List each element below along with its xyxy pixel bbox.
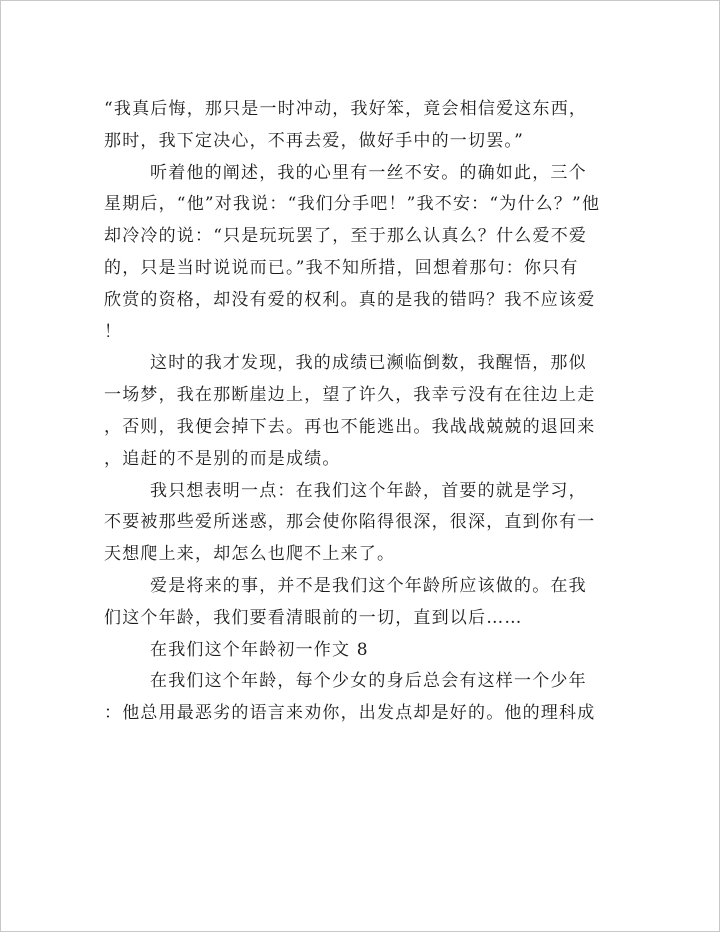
document-body — [104, 94, 624, 730]
text-line: 的，只是当时说说而已。”我不知所措，回想着那句：你只有 — [104, 257, 579, 278]
text-line: 们这个年龄，我们要看清眼前的一切，直到以后…… — [104, 607, 523, 628]
text-line: 爱是将来的事，并不是我们这个年龄所应该做的。在我 — [150, 575, 587, 596]
text-line: 我只想表明一点：在我们这个年龄，首要的就是学习， — [150, 480, 587, 501]
text-line: 却冷冷的说：“只是玩玩罢了，至于那么认真么？什么爱不爱 — [104, 226, 588, 247]
text-line: 不要被那些爱所迷惑，那会使你陷得很深，很深，直到你有一 — [104, 512, 596, 533]
text-line: ，否则，我便会掉下去。再也不能逃出。我战战兢兢的退回来 — [104, 416, 596, 437]
text-line: ，追赶的不是别的而是成绩。 — [104, 448, 341, 469]
text-line: 那时，我下定决心，不再去爱，做好手中的一切罢。” — [104, 130, 524, 151]
text-line: 一场梦，我在那断崖边上，望了许久，我幸亏没有在往边上走 — [104, 385, 596, 406]
text-line: “我真后悔，那只是一时冲动，我好笨，竟会相信爱这东西， — [104, 99, 588, 119]
section-heading: 在我们这个年龄初一作文 8 — [150, 639, 369, 660]
text-line: 星期后，“他”对我说：“我们分手吧！”我不安：“为什么？”他 — [104, 194, 601, 215]
text-line: 天想爬上来，却怎么也爬不上来了。 — [104, 544, 396, 565]
text-line: 欣赏的资格，却没有爱的权利。真的是我的错吗？我不应该爱 — [104, 289, 596, 310]
text-line: ！ — [104, 321, 123, 342]
text-line: ：他总用最恶劣的语言来劝你，出发点却是好的。他的理科成 — [104, 703, 596, 724]
text-line: 听着他的阐述，我的心里有一丝不安。的确如此，三个 — [150, 162, 587, 183]
text-line: 在我们这个年龄，每个少女的身后总会有这样一个少年 — [150, 671, 587, 692]
text-line: 这时的我才发现，我的成绩已濒临倒数，我醒悟，那似 — [150, 353, 587, 374]
